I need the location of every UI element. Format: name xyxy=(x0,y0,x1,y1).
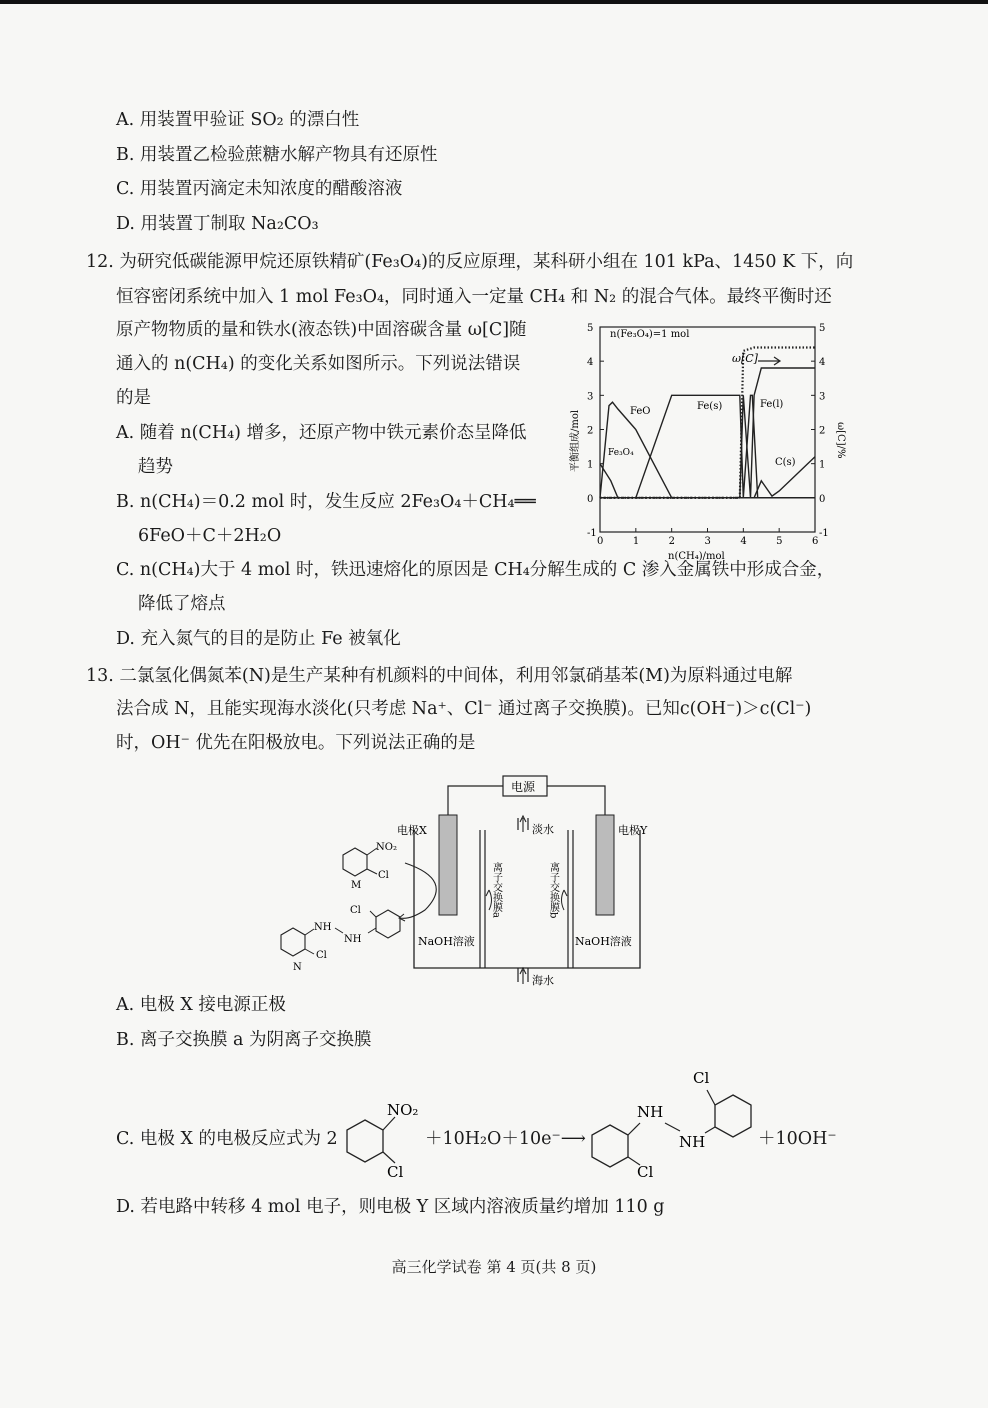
q13-stem-2: 法合成 N，且能实现海水淡化(只考虑 Na⁺、Cl⁻ 通过离子交换膜)。已知c(OH⁻)＞c(Cl⁻) xyxy=(116,699,812,719)
electrode-x xyxy=(439,815,457,915)
curved-arrow-icon xyxy=(562,890,568,910)
q11-option-d: D. 用装置丁制取 Na₂CO₃ xyxy=(116,214,319,234)
y2-tick-label: 2 xyxy=(819,425,826,437)
q12-option-a-2: 趋势 xyxy=(138,457,173,477)
label-fe3o4: Fe₃O₄ xyxy=(608,448,634,458)
power-label: 电源 xyxy=(511,780,536,794)
q11-option-a: A. 用装置甲验证 SO₂ 的漂白性 xyxy=(116,110,360,130)
benzene-ring-n1 xyxy=(281,928,305,956)
membrane-a-label: 离子交换膜a xyxy=(490,862,502,918)
y2-tick-label: 1 xyxy=(819,459,826,471)
chart-ylabel-right: ω[C]/% xyxy=(835,422,846,459)
q13-option-c-end: ＋10OH⁻ xyxy=(758,1129,837,1149)
q12-stem-5: 的是 xyxy=(116,388,151,408)
x-tick-label: 1 xyxy=(632,536,640,547)
q12-option-c-2: 降低了熔点 xyxy=(138,594,226,614)
m-no2: NO₂ xyxy=(376,842,397,853)
equilibrium-chart xyxy=(560,312,850,567)
wire-right xyxy=(547,786,605,815)
reaction-arrow xyxy=(400,863,436,918)
q12-option-b-1: B. n(CH₄)＝0.2 mol 时，发生反应 2Fe₃O₄＋CH₄══ xyxy=(116,492,536,512)
label-fel: Fe(l) xyxy=(760,399,784,410)
q13-option-b: B. 离子交换膜 a 为阴离子交换膜 xyxy=(116,1030,372,1050)
q12-option-d: D. 充入氮气的目的是防止 Fe 被氧化 xyxy=(116,629,401,649)
struct-n-cl-1: Cl xyxy=(693,1069,710,1087)
n-nh-2: NH xyxy=(344,934,362,945)
benzene-ring-m xyxy=(343,848,367,876)
wire-left xyxy=(448,786,503,815)
q13-stem-3: 时，OH⁻ 优先在阳极放电。下列说法正确的是 xyxy=(116,733,476,753)
y2-tick-label: 0 xyxy=(819,493,826,505)
q12-option-b-2: 6FeO＋C＋2H₂O xyxy=(138,526,282,546)
electrode-x-label: 电极X xyxy=(397,824,427,837)
q12-stem-1: 12. 为研究低碳能源甲烷还原铁精矿(Fe₃O₄)的反应原理，某科研小组在 101 kPa、1450 K 下，向 xyxy=(86,252,854,272)
naoh-left-label: NaOH溶液 xyxy=(418,935,475,948)
q12-stem-3: 原产物物质的量和铁水(液态铁)中固溶碳含量 ω[C]随 xyxy=(116,320,527,340)
q13-option-a: A. 电极 X 接电源正极 xyxy=(116,995,286,1015)
y-tick-label: 4 xyxy=(587,357,594,369)
n-cl-1: Cl xyxy=(350,905,361,916)
chart-frame xyxy=(600,327,815,532)
x-tick-label: 3 xyxy=(704,536,711,547)
fresh-water-label: 淡水 xyxy=(532,823,554,836)
y-tick-label: -1 xyxy=(587,528,597,539)
q12-option-a-1: A. 随着 n(CH₄) 增多，还原产物中铁元素价态呈降低 xyxy=(116,423,527,443)
q13-option-c-prefix: C. 电极 X 的电极反应式为 2 xyxy=(116,1129,338,1149)
series-line-3 xyxy=(600,368,815,498)
page-footer: 高三化学试卷 第 4 页(共 8 页) xyxy=(391,1258,597,1276)
label-cs: C(s) xyxy=(775,457,796,468)
n-nh-1: NH xyxy=(314,922,332,933)
arrow-up-icon xyxy=(520,816,526,832)
m-label: M xyxy=(351,880,362,891)
y2-tick-label: 5 xyxy=(819,323,826,334)
q13-stem-1: 13. 二氯氢化偶氮苯(N)是生产某种有机颜料的中间体，利用邻氯硝基苯(M)为原料通过电解 xyxy=(86,666,793,686)
electrolysis-apparatus xyxy=(270,770,670,995)
y-tick-label: 2 xyxy=(587,425,594,437)
label-wc: ω[C] xyxy=(732,352,758,365)
x-tick-label: 6 xyxy=(812,536,819,547)
arrow-right-icon xyxy=(758,357,780,365)
y-tick-label: 5 xyxy=(587,323,594,334)
y-tick-label: 1 xyxy=(587,459,594,471)
n-label: N xyxy=(293,962,302,973)
q12-stem-4: 通入的 n(CH₄) 的变化关系如图所示。下列说法错误 xyxy=(116,354,521,374)
struct-n-cl-2: Cl xyxy=(637,1163,654,1181)
top-border xyxy=(0,0,988,4)
naoh-right-label: NaOH溶液 xyxy=(575,935,632,948)
struct-n-nh-2: NH xyxy=(679,1133,706,1151)
y-tick-label: 3 xyxy=(587,391,594,403)
q12-option-c-1: C. n(CH₄)大于 4 mol 时，铁迅速熔化的原因是 CH₄分解生成的 C 渗入金属铁中形成合金， xyxy=(116,560,835,580)
struct-m-no2: NO₂ xyxy=(387,1101,419,1119)
x-tick-label: 4 xyxy=(740,536,747,547)
electrode-y-label: 电极Y xyxy=(618,824,648,837)
electrode-y xyxy=(596,815,614,915)
q11-option-b: B. 用装置乙检验蔗糖水解产物具有还原性 xyxy=(116,145,438,165)
series-line-5 xyxy=(600,348,815,498)
q13-option-d: D. 若电路中转移 4 mol 电子，则电极 Y 区域内溶液质量约增加 110 g xyxy=(116,1197,665,1217)
struct-m-cl: Cl xyxy=(387,1163,404,1181)
x-tick-label: 2 xyxy=(668,536,676,547)
label-feo: FeO xyxy=(630,406,651,417)
y2-tick-label: 3 xyxy=(819,391,826,403)
y-tick-label: 0 xyxy=(587,493,594,505)
label-fes: Fe(s) xyxy=(697,401,723,412)
membrane-b-label: 离子交换膜b xyxy=(547,862,559,919)
y2-tick-label: -1 xyxy=(819,528,829,539)
sea-water-label: 海水 xyxy=(532,974,554,987)
chart-xlabel: n(CH₄)/mol xyxy=(668,551,725,562)
m-cl: Cl xyxy=(378,870,389,881)
x-tick-label: 5 xyxy=(776,536,783,547)
q11-option-c: C. 用装置丙滴定未知浓度的醋酸溶液 xyxy=(116,179,403,199)
y2-tick-label: 4 xyxy=(819,357,826,369)
chart-annotation: n(Fe₃O₄)=1 mol xyxy=(610,329,690,340)
q13-option-c-mid: ＋10H₂O＋10e⁻⟶ xyxy=(425,1129,586,1149)
chart-ylabel-left: 平衡组成/mol xyxy=(570,409,581,472)
n-cl-2: Cl xyxy=(316,950,327,961)
arrow-up-icon xyxy=(520,968,526,984)
structure-n xyxy=(585,1065,765,1185)
series-line-0 xyxy=(600,464,815,498)
structure-m xyxy=(335,1095,430,1185)
q12-stem-2: 恒容密闭系统中加入 1 mol Fe₃O₄，同时通入一定量 CH₄ 和 N₂ 的混合气体。最终平衡时还 xyxy=(116,287,832,307)
benzene-ring-n2 xyxy=(376,910,400,938)
struct-n-nh-1: NH xyxy=(637,1103,664,1121)
x-tick-label: 0 xyxy=(597,536,604,547)
